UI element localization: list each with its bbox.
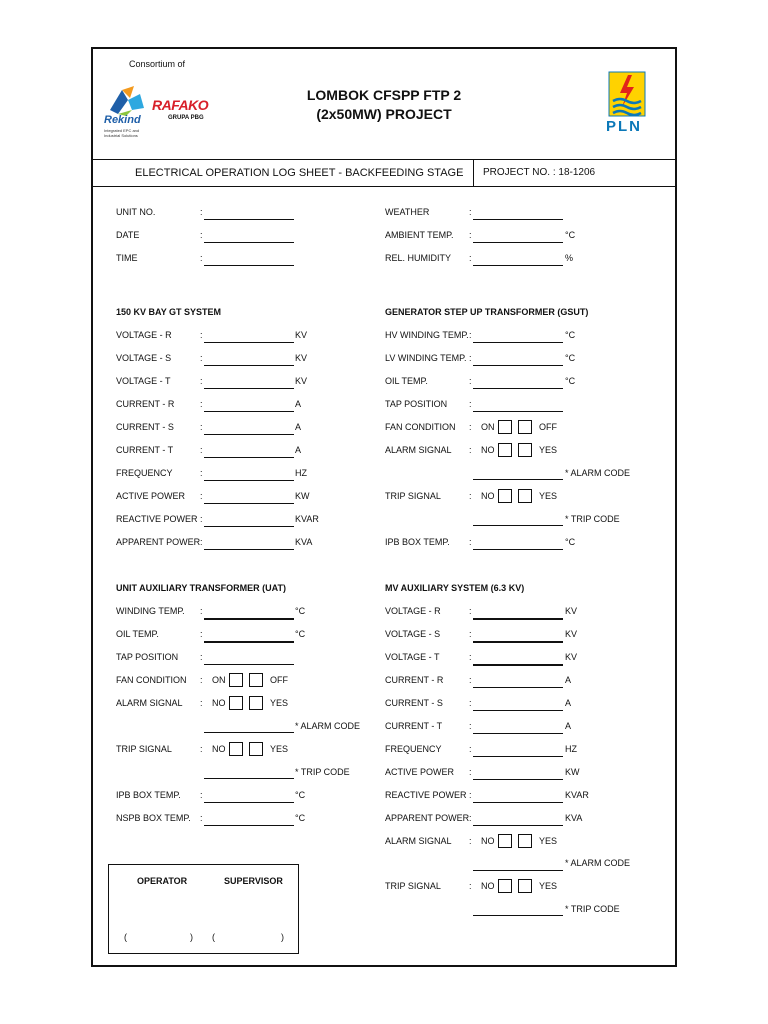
uat-alarm-signal-code-input[interactable]: [204, 732, 294, 733]
consortium-label: Consortium of: [129, 59, 186, 69]
gt-row-6-colon: :: [200, 468, 203, 478]
gsut-alarm-signal-opt1-checkbox[interactable]: [498, 443, 512, 457]
gt-row-7-input[interactable]: [204, 503, 294, 504]
bar-separator: [473, 159, 474, 186]
uat-oil-temp-colon: :: [200, 629, 203, 639]
gt-row-3-input[interactable]: [204, 411, 294, 412]
mv-row-5-label: CURRENT - T: [385, 721, 443, 731]
mv-row-9-label: APPARENT POWER: [385, 813, 470, 823]
gt-row-2-colon: :: [200, 376, 203, 386]
uat-tap-position-input[interactable]: [204, 664, 294, 665]
gt-row-9-label: APPARENT POWER: [116, 537, 201, 547]
mv-row-8-colon: :: [469, 790, 472, 800]
general-right-1-input[interactable]: [473, 242, 563, 243]
gsut-trip-signal-colon: :: [469, 491, 472, 501]
mv-row-4-unit: A: [565, 698, 572, 708]
mv-trip-signal-code-input[interactable]: [473, 915, 563, 916]
mv-row-5-input[interactable]: [473, 733, 563, 734]
mv-row-3-label: CURRENT - R: [385, 675, 444, 685]
uat-winding-temp-colon: :: [200, 606, 203, 616]
uat-trip-code-label: * TRIP CODE: [295, 767, 350, 777]
gsut-ipb-box-temp-label: IPB BOX TEMP.: [385, 537, 450, 547]
gt-row-2-unit: KV: [295, 376, 308, 386]
gt-row-8-input[interactable]: [204, 526, 294, 527]
mv-row-3-colon: :: [469, 675, 472, 685]
gsut-ipb-box-temp-colon: :: [469, 537, 472, 547]
gt-row-6-unit: HZ: [295, 468, 307, 478]
operator-open-paren: (: [124, 932, 127, 942]
gt-row-4-unit: A: [295, 422, 302, 432]
mv-row-2-label: VOLTAGE - T: [385, 652, 440, 662]
mv-row-8-unit: KVAR: [565, 790, 589, 800]
mv-alarm-signal-opt2: YES: [539, 836, 558, 846]
mv-row-7-input[interactable]: [473, 779, 563, 780]
gsut-fan-condition-colon: :: [469, 422, 472, 432]
uat-fan-condition-opt2-checkbox[interactable]: [249, 673, 263, 687]
uat-trip-signal-opt1: NO: [212, 744, 226, 754]
gt-row-2-input[interactable]: [204, 388, 294, 389]
gsut-oil-temp-label: OIL TEMP.: [385, 376, 428, 386]
uat-trip-signal-opt2-checkbox[interactable]: [249, 742, 263, 756]
gsut-oil-temp-input[interactable]: [473, 388, 563, 389]
general-right-2-unit: %: [565, 253, 574, 263]
uat-oil-temp-label: OIL TEMP.: [116, 629, 159, 639]
gsut-alarm-signal-opt1: NO: [481, 445, 495, 455]
uat-trip-signal-opt2: YES: [270, 744, 289, 754]
gt-row-5-label: CURRENT - T: [116, 445, 174, 455]
gt-row-7-label: ACTIVE POWER: [116, 491, 186, 501]
rekind-logo-text: Rekind: [104, 114, 141, 126]
project-title-line1: LOMBOK CFSPP FTP 2: [306, 87, 462, 103]
gsut-trip-signal-opt1-checkbox[interactable]: [498, 489, 512, 503]
pln-logo-icon: [608, 71, 646, 117]
uat-heading: UNIT AUXILIARY TRANSFORMER (UAT): [116, 583, 286, 593]
mv-row-0-input[interactable]: [473, 618, 563, 620]
gsut-alarm-code-label: * ALARM CODE: [565, 468, 631, 478]
mv-row-2-colon: :: [469, 652, 472, 662]
gt-row-5-colon: :: [200, 445, 203, 455]
gt-row-3-label: CURRENT - R: [116, 399, 175, 409]
gsut-ipb-box-temp-input[interactable]: [473, 549, 563, 550]
gsut-tap-position-colon: :: [469, 399, 472, 409]
mv-alarm-signal-opt1-checkbox[interactable]: [498, 834, 512, 848]
uat-trip-signal-label: TRIP SIGNAL: [116, 744, 172, 754]
log-sheet-frame: [91, 47, 677, 967]
mv-trip-signal-opt2-checkbox[interactable]: [518, 879, 532, 893]
supervisor-label: SUPERVISOR: [224, 876, 283, 886]
gt-row-1-unit: KV: [295, 353, 308, 363]
gt-heading: 150 KV BAY GT SYSTEM: [116, 307, 222, 317]
gt-row-8-unit: KVAR: [295, 514, 319, 524]
general-0-colon: :: [200, 207, 203, 217]
gsut-alarm-signal-opt2: YES: [539, 445, 558, 455]
mv-row-2-input[interactable]: [473, 664, 563, 666]
gsut-alarm-signal-opt2-checkbox[interactable]: [518, 443, 532, 457]
mv-trip-signal-opt1-checkbox[interactable]: [498, 879, 512, 893]
uat-trip-signal-colon: :: [200, 744, 203, 754]
gsut-trip-signal-code-input[interactable]: [473, 525, 563, 526]
general-right-2-input[interactable]: [473, 265, 563, 266]
mv-row-6-unit: HZ: [565, 744, 577, 754]
gt-row-1-label: VOLTAGE - S: [116, 353, 172, 363]
project-title-line2: (2x50MW) PROJECT: [316, 106, 452, 122]
gsut-heading: GENERATOR STEP UP TRANSFORMER (GSUT): [385, 307, 589, 317]
gsut-ipb-box-temp-unit: °C: [565, 537, 576, 547]
gt-row-5-input[interactable]: [204, 457, 294, 458]
general-right-1-unit: °C: [565, 230, 576, 240]
rekind-logo-icon: [104, 82, 150, 116]
gt-row-3-unit: A: [295, 399, 302, 409]
uat-tap-position-colon: :: [200, 652, 203, 662]
mv-row-2-unit: KV: [565, 652, 578, 662]
mv-row-6-label: FREQUENCY: [385, 744, 442, 754]
gsut-fan-condition-opt2-checkbox[interactable]: [518, 420, 532, 434]
uat-oil-temp-input[interactable]: [204, 641, 294, 643]
mv-trip-code-label: * TRIP CODE: [565, 904, 620, 914]
gsut-hv-winding-unit: °C: [565, 330, 576, 340]
uat-alarm-signal-label: ALARM SIGNAL: [116, 698, 183, 708]
general-right-0-input[interactable]: [473, 219, 563, 220]
gt-row-9-input[interactable]: [204, 549, 294, 550]
gt-row-0-input[interactable]: [204, 342, 294, 343]
gt-row-3-colon: :: [200, 399, 203, 409]
mv-row-4-colon: :: [469, 698, 472, 708]
mv-row-4-input[interactable]: [473, 710, 563, 711]
gt-row-1-colon: :: [200, 353, 203, 363]
gsut-lv-winding-colon: :: [469, 353, 472, 363]
mv-row-3-input[interactable]: [473, 687, 563, 688]
mv-row-7-label: ACTIVE POWER: [385, 767, 455, 777]
general-2-colon: :: [200, 253, 203, 263]
uat-alarm-signal-opt1-checkbox[interactable]: [229, 696, 243, 710]
uat-fan-condition-opt1-checkbox[interactable]: [229, 673, 243, 687]
mv-row-1-label: VOLTAGE - S: [385, 629, 441, 639]
uat-ipb-box-temp-colon: :: [200, 790, 203, 800]
general-right-2-colon: :: [469, 253, 472, 263]
uat-nspb-box-temp-label: NSPB BOX TEMP.: [116, 813, 191, 823]
uat-ipb-box-temp-input[interactable]: [204, 802, 294, 803]
gt-row-4-label: CURRENT - S: [116, 422, 174, 432]
mv-alarm-signal-opt1: NO: [481, 836, 495, 846]
general-1-label: DATE: [116, 230, 140, 240]
mv-alarm-signal-colon: :: [469, 836, 472, 846]
gsut-tap-position-input[interactable]: [473, 411, 563, 412]
project-number: PROJECT NO. : 18-1206: [483, 167, 596, 178]
mv-row-6-colon: :: [469, 744, 472, 754]
mv-row-9-unit: KVA: [565, 813, 583, 823]
gt-row-8-label: REACTIVE POWER: [116, 514, 198, 524]
operator-label: OPERATOR: [137, 876, 188, 886]
gt-row-0-colon: :: [200, 330, 203, 340]
general-0-input[interactable]: [204, 219, 294, 220]
supervisor-open-paren: (: [212, 932, 215, 942]
operator-close-paren: ): [190, 932, 193, 942]
uat-trip-signal-opt1-checkbox[interactable]: [229, 742, 243, 756]
uat-fan-condition-opt2: OFF: [270, 675, 288, 685]
mv-row-3-unit: A: [565, 675, 572, 685]
uat-tap-position-label: TAP POSITION: [116, 652, 179, 662]
uat-nspb-box-temp-input[interactable]: [204, 825, 294, 826]
mv-row-8-input[interactable]: [473, 802, 563, 803]
sheet-title: ELECTRICAL OPERATION LOG SHEET - BACKFEEDING STAGE: [135, 167, 464, 179]
gsut-alarm-signal-label: ALARM SIGNAL: [385, 445, 452, 455]
gt-row-7-unit: KW: [295, 491, 310, 501]
mv-row-6-input[interactable]: [473, 756, 563, 757]
gt-row-6-input[interactable]: [204, 480, 294, 481]
uat-oil-temp-unit: °C: [295, 629, 306, 639]
supervisor-close-paren: ): [281, 932, 284, 942]
gt-row-1-input[interactable]: [204, 365, 294, 366]
general-right-1-colon: :: [469, 230, 472, 240]
gsut-lv-winding-input[interactable]: [473, 365, 563, 366]
mv-row-7-colon: :: [469, 767, 472, 777]
uat-ipb-box-temp-label: IPB BOX TEMP.: [116, 790, 181, 800]
general-right-1-label: AMBIENT TEMP.: [385, 230, 454, 240]
rafako-tagline: GRUPA PBG: [168, 115, 204, 121]
mv-row-9-input[interactable]: [473, 825, 563, 826]
gsut-trip-code-label: * TRIP CODE: [565, 514, 620, 524]
gt-row-8-colon: :: [200, 514, 203, 524]
gsut-fan-condition-opt1: ON: [481, 422, 495, 432]
uat-fan-condition-label: FAN CONDITION: [116, 675, 187, 685]
gt-row-0-unit: KV: [295, 330, 308, 340]
gsut-fan-condition-opt2: OFF: [539, 422, 557, 432]
mv-alarm-code-label: * ALARM CODE: [565, 858, 631, 868]
gsut-trip-signal-opt1: NO: [481, 491, 495, 501]
mv-alarm-signal-opt2-checkbox[interactable]: [518, 834, 532, 848]
gsut-oil-temp-colon: :: [469, 376, 472, 386]
mv-row-0-label: VOLTAGE - R: [385, 606, 441, 616]
rekind-tagline: Integrated EPC and Industrial Solutions: [104, 128, 140, 138]
gsut-hv-winding-colon: :: [469, 330, 472, 340]
gsut-trip-signal-opt2: YES: [539, 491, 558, 501]
mv-alarm-signal-code-input[interactable]: [473, 870, 563, 871]
uat-fan-condition-opt1: ON: [212, 675, 226, 685]
mv-trip-signal-opt1: NO: [481, 881, 495, 891]
gsut-fan-condition-opt1-checkbox[interactable]: [498, 420, 512, 434]
gt-row-9-colon: :: [200, 537, 203, 547]
uat-fan-condition-colon: :: [200, 675, 203, 685]
mv-row-1-colon: :: [469, 629, 472, 639]
uat-ipb-box-temp-unit: °C: [295, 790, 306, 800]
general-right-0-label: WEATHER: [385, 207, 430, 217]
mv-row-0-unit: KV: [565, 606, 578, 616]
mv-row-5-colon: :: [469, 721, 472, 731]
mv-trip-signal-label: TRIP SIGNAL: [385, 881, 441, 891]
gt-row-7-colon: :: [200, 491, 203, 501]
mv-row-1-input[interactable]: [473, 641, 563, 643]
gsut-lv-winding-unit: °C: [565, 353, 576, 363]
gt-row-2-label: VOLTAGE - T: [116, 376, 171, 386]
general-1-input[interactable]: [204, 242, 294, 243]
gsut-fan-condition-label: FAN CONDITION: [385, 422, 456, 432]
uat-winding-temp-unit: °C: [295, 606, 306, 616]
mv-trip-signal-colon: :: [469, 881, 472, 891]
uat-alarm-signal-colon: :: [200, 698, 203, 708]
rafako-logo-text: RAFAKO: [152, 97, 209, 113]
uat-alarm-signal-opt1: NO: [212, 698, 226, 708]
uat-alarm-code-label: * ALARM CODE: [295, 721, 361, 731]
general-right-0-colon: :: [469, 207, 472, 217]
mv-row-4-label: CURRENT - S: [385, 698, 443, 708]
gsut-oil-temp-unit: °C: [565, 376, 576, 386]
mv-trip-signal-opt2: YES: [539, 881, 558, 891]
gsut-trip-signal-label: TRIP SIGNAL: [385, 491, 441, 501]
uat-winding-temp-label: WINDING TEMP.: [116, 606, 185, 616]
uat-nspb-box-temp-unit: °C: [295, 813, 306, 823]
mv-heading: MV AUXILIARY SYSTEM (6.3 KV): [385, 583, 525, 593]
gt-row-9-unit: KVA: [295, 537, 313, 547]
gsut-alarm-signal-colon: :: [469, 445, 472, 455]
mv-row-1-unit: KV: [565, 629, 578, 639]
header-divider: [92, 159, 676, 160]
gsut-lv-winding-label: LV WINDING TEMP.: [385, 353, 467, 363]
gt-row-4-input[interactable]: [204, 434, 294, 435]
mv-alarm-signal-label: ALARM SIGNAL: [385, 836, 452, 846]
mv-row-9-colon: :: [469, 813, 472, 823]
gsut-trip-signal-opt2-checkbox[interactable]: [518, 489, 532, 503]
gsut-alarm-signal-code-input[interactable]: [473, 479, 563, 480]
mv-row-5-unit: A: [565, 721, 572, 731]
pln-logo-text: PLN: [606, 118, 642, 135]
gt-row-5-unit: A: [295, 445, 302, 455]
mv-row-8-label: REACTIVE POWER: [385, 790, 467, 800]
gt-row-4-colon: :: [200, 422, 203, 432]
gt-row-0-label: VOLTAGE - R: [116, 330, 172, 340]
mv-row-0-colon: :: [469, 606, 472, 616]
general-2-input[interactable]: [204, 265, 294, 266]
uat-alarm-signal-opt2: YES: [270, 698, 289, 708]
uat-alarm-signal-opt2-checkbox[interactable]: [249, 696, 263, 710]
gt-row-6-label: FREQUENCY: [116, 468, 173, 478]
general-right-2-label: REL. HUMIDITY: [385, 253, 452, 263]
general-2-label: TIME: [116, 253, 138, 263]
mv-row-7-unit: KW: [565, 767, 580, 777]
uat-nspb-box-temp-colon: :: [200, 813, 203, 823]
gsut-hv-winding-input[interactable]: [473, 342, 563, 343]
gsut-tap-position-label: TAP POSITION: [385, 399, 448, 409]
general-1-colon: :: [200, 230, 203, 240]
gsut-hv-winding-label: HV WINDING TEMP.: [385, 330, 469, 340]
general-0-label: UNIT NO.: [116, 207, 156, 217]
uat-winding-temp-input[interactable]: [204, 618, 294, 620]
uat-trip-signal-code-input[interactable]: [204, 778, 294, 779]
bar-bottom-divider: [92, 186, 676, 187]
